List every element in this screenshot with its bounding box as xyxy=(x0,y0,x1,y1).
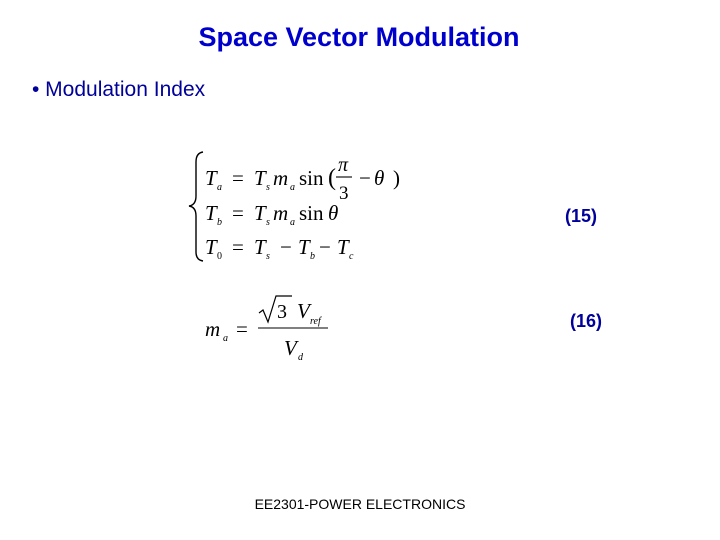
svg-text:): ) xyxy=(393,166,400,190)
svg-text:T: T xyxy=(205,166,217,190)
svg-text:θ: θ xyxy=(328,201,339,225)
svg-text:T: T xyxy=(298,235,310,259)
svg-text:ref: ref xyxy=(310,316,321,327)
equation-row-t0 xyxy=(205,235,354,262)
svg-text:s: s xyxy=(266,251,270,262)
svg-text:a: a xyxy=(290,217,295,228)
svg-text:=: = xyxy=(232,201,244,225)
svg-text:T: T xyxy=(205,235,217,259)
equation-row-tb xyxy=(205,201,338,228)
svg-text:3: 3 xyxy=(339,183,349,204)
svg-text:(: ( xyxy=(328,165,336,191)
svg-text:−: − xyxy=(359,166,371,190)
svg-text:−: − xyxy=(280,235,292,259)
svg-text:=: = xyxy=(236,317,248,341)
svg-text:b: b xyxy=(217,217,222,228)
svg-text:s: s xyxy=(266,217,270,228)
svg-text:V: V xyxy=(297,299,310,323)
svg-text:=: = xyxy=(232,235,244,259)
svg-text:c: c xyxy=(349,251,354,262)
svg-text:a: a xyxy=(217,182,222,193)
svg-text:m: m xyxy=(273,166,289,190)
equation-modulation-index xyxy=(205,296,328,363)
svg-text:3: 3 xyxy=(277,301,287,323)
svg-text:T: T xyxy=(254,166,266,190)
svg-text:T: T xyxy=(254,201,266,225)
svg-text:π: π xyxy=(338,154,349,176)
svg-text:0: 0 xyxy=(217,251,222,262)
svg-text:−: − xyxy=(319,235,331,259)
svg-text:V: V xyxy=(284,336,297,360)
svg-text:s: s xyxy=(266,182,270,193)
svg-text:T: T xyxy=(205,201,217,225)
svg-text:T: T xyxy=(337,235,349,259)
svg-text:θ: θ xyxy=(374,166,385,190)
svg-text:d: d xyxy=(298,352,303,363)
equation-brace xyxy=(189,152,203,261)
svg-text:m: m xyxy=(273,201,289,225)
equation-row-ta xyxy=(205,154,400,204)
slide-footer: EE2301-POWER ELECTRONICS xyxy=(254,496,466,512)
slide-title: Space Vector Modulation xyxy=(198,22,520,52)
equation-number-15: (15) xyxy=(565,206,598,226)
svg-text:a: a xyxy=(223,333,228,344)
svg-text:sin: sin xyxy=(299,166,324,190)
svg-text:=: = xyxy=(232,166,244,190)
svg-text:sin: sin xyxy=(299,201,324,225)
svg-text:m: m xyxy=(205,317,221,341)
svg-text:a: a xyxy=(290,182,295,193)
equation-number-16: (16) xyxy=(570,311,603,331)
svg-text:T: T xyxy=(254,235,266,259)
svg-text:b: b xyxy=(310,251,315,262)
bullet-modulation-index: • Modulation Index xyxy=(32,78,206,101)
